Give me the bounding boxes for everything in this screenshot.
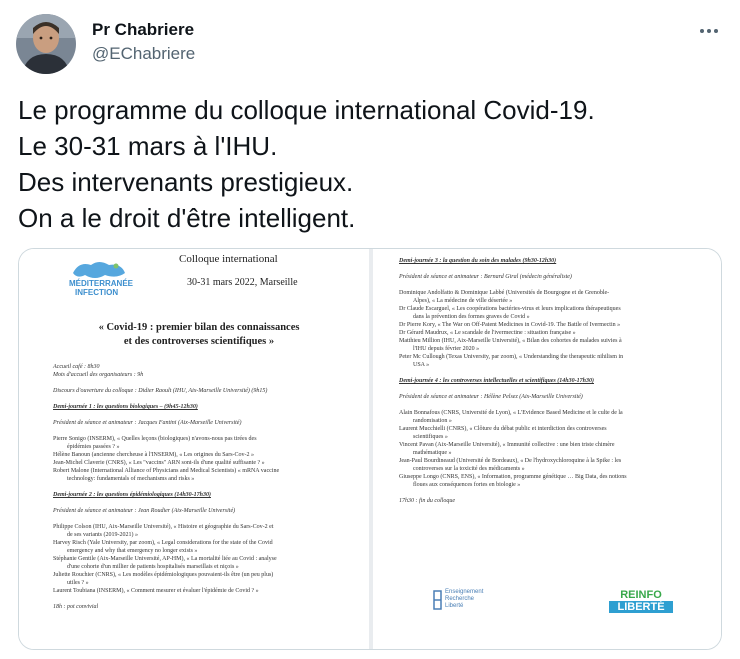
program-line: utiles ? »: [67, 580, 89, 586]
program-line: dans la prévention des formes graves de Covid »: [413, 314, 530, 320]
ers-line: Liberté: [445, 603, 464, 609]
spacer: [53, 499, 353, 507]
program-line: Giuseppe Longo (CNRS, ENS), « Information, programme génétique … Big Data, des notions: [399, 474, 627, 480]
ers-logo-mark: [433, 589, 443, 611]
title-line: et des controverses scientifiques »: [123, 336, 275, 347]
spacer: [53, 379, 353, 387]
program-line: technology: fundamentals of mechanisms and risks »: [67, 476, 195, 482]
program-line: de ses variants (2019-2021) »: [67, 532, 138, 538]
program-line: Robert Malone (International Alliance of Physicians and Medical Scientists) « mRNA vaccine: [53, 468, 280, 474]
author-info[interactable]: [92, 18, 195, 66]
program-line: Peter Mc Cullough (Texas University, par zoom), « Understanding the therapeutic nihilism in: [399, 354, 624, 360]
colloque-title: Colloque international: [179, 253, 278, 265]
program-line: Demi-journée 2 : les questions épidémiologiques (14h30-17h30): [53, 492, 211, 498]
reinfo-liberte-logo: [609, 589, 673, 617]
program-line: Dominique Andolfatto & Dominique Labbé (Universités de Bourgogne et de Grenoble-: [399, 290, 610, 296]
avatar[interactable]: [16, 14, 76, 74]
spacer: [53, 395, 353, 403]
program-line: controverses sur la toxicité des médicaments »: [413, 466, 525, 472]
program-line: Philippe Colson (IHU, Aix-Marseille Université), « Histoire et géographie du Sars-Cov-2 et: [53, 524, 274, 530]
program-line: floues aux conséquences fortes en biologie »: [413, 482, 521, 488]
program-line: Alain Bonnafous (CNRS, Université de Lyon), « L'Evidence Based Medicine et le culte de la: [399, 410, 623, 416]
program-line: Vincent Pavan (Aix-Marseille Université), « Immunité collective : une bien triste chimère: [399, 442, 615, 448]
program-line: d'une cohorte d'un millier de patients hospitalisés marseillais et niçois »: [67, 564, 239, 570]
program-line: épidémies passées ? »: [67, 444, 120, 450]
spacer: [53, 483, 353, 491]
spacer: [53, 427, 353, 435]
colloque-date: 30-31 mars 2022, Marseille: [187, 277, 298, 288]
spacer: [53, 515, 353, 523]
spacer: [399, 385, 709, 393]
program-line: Demi-journée 4 : les controverses intellectuelles et scientifiques (14h30-17h30): [399, 378, 594, 384]
author-name[interactable]: Pr Chabriere: [92, 20, 195, 39]
program-line: scientifiques »: [413, 434, 448, 440]
program-line: 17h30 : fin du colloque: [399, 498, 455, 504]
program-line: Président de séance et animateur : Hélène Pelsez (Aix-Marseille Université): [399, 394, 583, 400]
program-line: Dr Claude Escarguel, « Les coopérations bactéries-virus et leurs implications thérapeutiques: [399, 306, 621, 312]
reinfo-line: REINFO: [620, 589, 662, 601]
program-page-2[interactable]: [373, 249, 722, 649]
program-line: l'IHU depuis février 2020 »: [413, 346, 480, 352]
program-lines-left: [53, 363, 353, 611]
ers-line: Enseignement: [445, 589, 484, 595]
program-line: Dr Gérard Maudrux, « Le scandale de l'ivermectine : situation française »: [399, 330, 576, 336]
liberte-line: LIBERTÉ: [609, 601, 673, 613]
program-line: randomisation »: [413, 418, 452, 424]
spacer: [399, 401, 709, 409]
program-line: Discours d'ouverture du colloque : Didier Raoult (IHU, Aix-Marseille Université) (9h15): [53, 388, 268, 394]
program-line: Harvey Risch (Yale University, par zoom), « Legal considerations for the state of the Covid: [53, 540, 273, 546]
ers-line: Recherche: [445, 596, 475, 602]
ers-text: [445, 589, 483, 610]
ers-logo: [433, 589, 503, 615]
program-page-1[interactable]: [19, 249, 369, 649]
program-line: Alpes), « La médecine de ville désertée »: [413, 298, 513, 304]
logo-line: INFECTION: [75, 288, 119, 297]
program-line: 18h : pot convivial: [53, 604, 99, 610]
more-horizontal-icon: [699, 28, 719, 34]
profile-photo: [16, 14, 76, 74]
tweet-line: Le programme du colloque international Covid-19.: [18, 95, 595, 125]
program-line: Pierre Sonigo (INSERM), « Quelles leçons (biologiques) n'avons-nous pas tirées des: [53, 436, 257, 442]
program-line: Jean-Michel Claverie (CNRS), « Les "vaccins" ARN sont-ils d'une qualité suffisante ? »: [53, 460, 265, 466]
program-line: Matthieu Million (IHU, Aix-Marseille Université), « Bilan des cohortes de malades suivies à: [399, 338, 622, 344]
spacer: [399, 369, 709, 377]
spacer: [53, 411, 353, 419]
author-handle[interactable]: @EChabriere: [92, 44, 196, 63]
program-line: Président de séance et animateur : Jacques Fantini (Aix-Marseille Université): [53, 420, 242, 426]
spacer: [399, 265, 709, 273]
program-line: Stéphanie Gentile (Aix-Marseille Université, AP-HM), « La mortalité liée au Covid : analyse: [53, 556, 277, 562]
program-line: mathématique »: [413, 450, 452, 456]
spacer: [53, 595, 353, 603]
tweet-line: Le 30-31 mars à l'IHU.: [18, 131, 278, 161]
program-lines-right: [399, 257, 709, 505]
title-line: « Covid-19 : premier bilan des connaissances: [98, 322, 300, 333]
program-line: emergency and why that emergency no longer exists »: [67, 548, 198, 554]
program-line: Demi-journée 3 : la question du soin des malades (9h30-12h30): [399, 258, 557, 264]
program-line: Accueil café : 8h30: [53, 364, 100, 370]
spacer: [399, 281, 709, 289]
program-line: Dr Pierre Kory, « The War on Off-Patent Medicines in Covid-19. The Battle of Ivermectin »: [399, 322, 621, 328]
program-line: Président de séance et animateur : Bernard Giral (médecin généraliste): [399, 274, 572, 280]
program-line: Jean-Paul Bourdineaud (Université de Bordeaux), « De l'hydroxychloroquine à la Spike : les: [399, 458, 622, 464]
program-line: Demi-journée 1 : les questions biologiques – (9h45-12h30): [53, 404, 198, 410]
tweet-media[interactable]: [18, 248, 722, 650]
spacer: [399, 489, 709, 497]
program-line: Président de séance et animateur : Jean Roudier (Aix-Marseille Université): [53, 508, 236, 514]
tweet-line: Des intervenants prestigieux.: [18, 167, 354, 197]
program-line: Hélène Banoun (ancienne chercheuse à l'INSERM), « Les origines du Sars-Cov-2 »: [53, 452, 255, 458]
program-line: Mots d'accueil des organisateurs : 9h: [53, 372, 144, 378]
program-main-title: [49, 321, 349, 349]
logo-line: MÉDITERRANÉE: [69, 279, 134, 288]
program-line: Laurent Toubiana (INSERM), « Comment mesurer et évaluer l'épidémie de Covid ? »: [53, 588, 259, 594]
tweet-line: On a le droit d'être intelligent.: [18, 203, 356, 233]
program-line: Laurent Mucchielli (CNRS), « Clôture du débat public et interdiction des controverses: [399, 426, 607, 432]
more-options-button[interactable]: [696, 18, 722, 44]
program-line: Juliette Rouchier (CNRS), « Les modèles épidémiologiques pouvaient-ils être (un peu plus): [53, 572, 274, 578]
logo-lettering: [69, 279, 133, 297]
tweet-text: [18, 92, 718, 236]
program-line: USA »: [413, 362, 430, 368]
